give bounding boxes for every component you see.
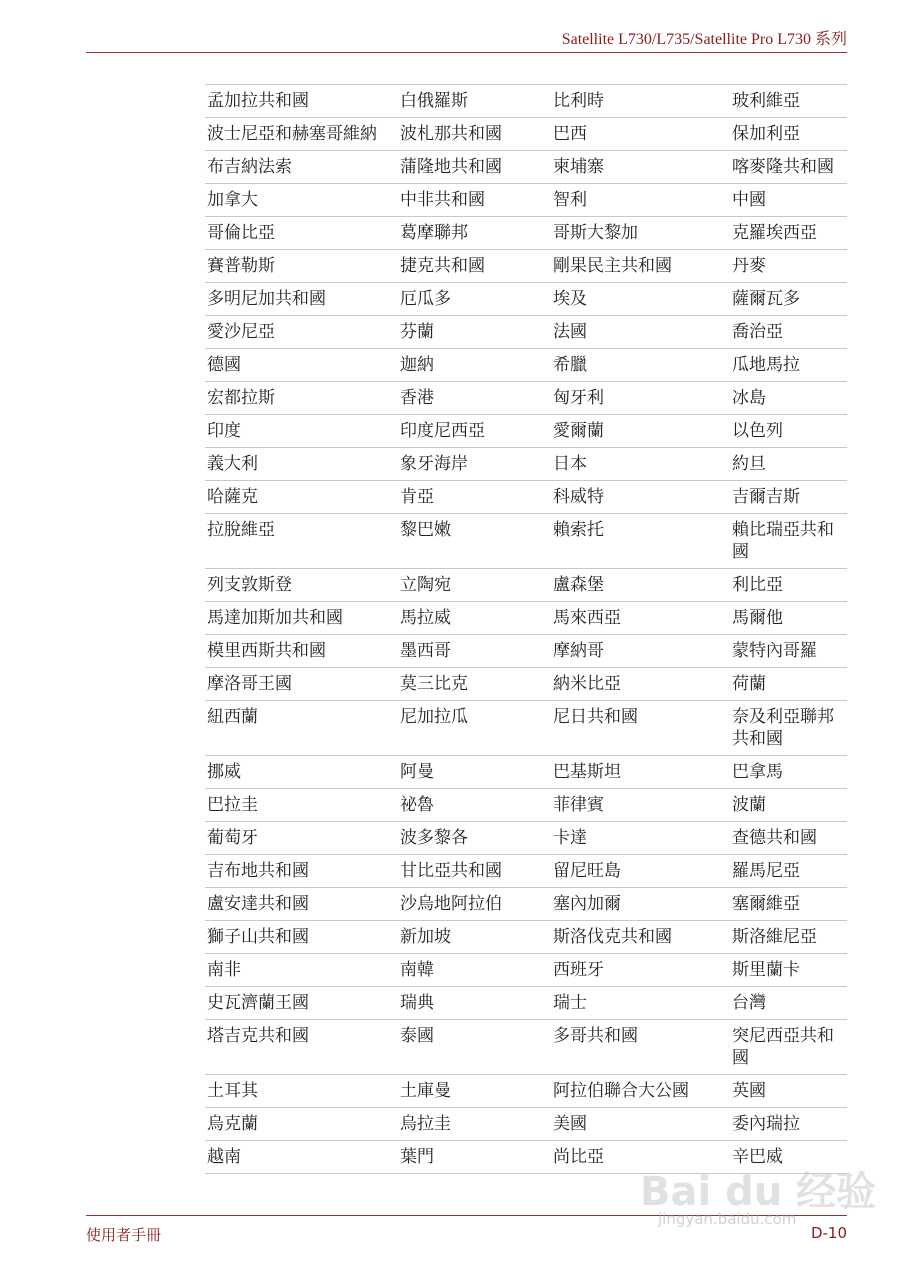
country-cell: 越南 bbox=[205, 1141, 398, 1174]
country-cell: 宏都拉斯 bbox=[205, 382, 398, 415]
country-cell: 瑞士 bbox=[551, 987, 730, 1020]
country-cell: 摩洛哥王國 bbox=[205, 668, 398, 701]
country-cell: 辛巴威 bbox=[730, 1141, 847, 1174]
footer-rule bbox=[86, 1215, 847, 1216]
country-cell: 烏拉圭 bbox=[398, 1108, 551, 1141]
country-cell: 留尼旺島 bbox=[551, 855, 730, 888]
country-cell: 突尼西亞共和國 bbox=[730, 1020, 847, 1075]
table-row bbox=[205, 1108, 847, 1141]
country-cell: 喬治亞 bbox=[730, 316, 847, 349]
country-cell: 美國 bbox=[551, 1108, 730, 1141]
country-cell: 喀麥隆共和國 bbox=[730, 151, 847, 184]
country-cell: 馬達加斯加共和國 bbox=[205, 602, 398, 635]
country-cell: 肯亞 bbox=[398, 481, 551, 514]
country-cell: 柬埔寨 bbox=[551, 151, 730, 184]
table-row bbox=[205, 756, 847, 789]
country-cell: 波多黎各 bbox=[398, 822, 551, 855]
country-cell: 巴西 bbox=[551, 118, 730, 151]
country-cell: 日本 bbox=[551, 448, 730, 481]
country-cell: 香港 bbox=[398, 382, 551, 415]
country-cell: 德國 bbox=[205, 349, 398, 382]
country-cell: 葉門 bbox=[398, 1141, 551, 1174]
country-cell: 保加利亞 bbox=[730, 118, 847, 151]
country-cell: 哈薩克 bbox=[205, 481, 398, 514]
country-cell: 卡達 bbox=[551, 822, 730, 855]
country-cell: 愛沙尼亞 bbox=[205, 316, 398, 349]
country-cell: 波士尼亞和赫塞哥維納 bbox=[205, 118, 398, 151]
table-row bbox=[205, 822, 847, 855]
table-row bbox=[205, 1020, 847, 1075]
table-row bbox=[205, 118, 847, 151]
country-cell: 立陶宛 bbox=[398, 569, 551, 602]
table-row bbox=[205, 151, 847, 184]
country-table bbox=[205, 84, 847, 1174]
country-cell: 中非共和國 bbox=[398, 184, 551, 217]
table-row bbox=[205, 635, 847, 668]
country-cell: 波札那共和國 bbox=[398, 118, 551, 151]
table-row bbox=[205, 415, 847, 448]
country-cell: 智利 bbox=[551, 184, 730, 217]
country-cell: 盧森堡 bbox=[551, 569, 730, 602]
country-cell: 冰島 bbox=[730, 382, 847, 415]
table-row bbox=[205, 987, 847, 1020]
country-cell: 台灣 bbox=[730, 987, 847, 1020]
country-cell: 中國 bbox=[730, 184, 847, 217]
country-cell: 甘比亞共和國 bbox=[398, 855, 551, 888]
watermark-logo-text: Bai du 经验 bbox=[640, 1169, 877, 1215]
country-cell: 瓜地馬拉 bbox=[730, 349, 847, 382]
table-row bbox=[205, 668, 847, 701]
footer-page-number: D-10 bbox=[810, 1224, 847, 1242]
country-cell: 拉脫維亞 bbox=[205, 514, 398, 569]
footer-manual-label: 使用者手冊 bbox=[86, 1226, 162, 1244]
country-cell: 瑞典 bbox=[398, 987, 551, 1020]
country-cell: 奈及利亞聯邦共和國 bbox=[730, 701, 847, 756]
country-cell: 孟加拉共和國 bbox=[205, 85, 398, 118]
country-cell: 土庫曼 bbox=[398, 1075, 551, 1108]
country-cell: 委內瑞拉 bbox=[730, 1108, 847, 1141]
table-row bbox=[205, 1075, 847, 1108]
country-cell: 以色列 bbox=[730, 415, 847, 448]
country-cell: 莫三比克 bbox=[398, 668, 551, 701]
country-cell: 吉布地共和國 bbox=[205, 855, 398, 888]
table-row bbox=[205, 855, 847, 888]
table-row bbox=[205, 217, 847, 250]
country-cell: 菲律賓 bbox=[551, 789, 730, 822]
country-cell: 白俄羅斯 bbox=[398, 85, 551, 118]
country-cell: 克羅埃西亞 bbox=[730, 217, 847, 250]
country-cell: 馬拉威 bbox=[398, 602, 551, 635]
country-cell: 巴拉圭 bbox=[205, 789, 398, 822]
country-cell: 賴索托 bbox=[551, 514, 730, 569]
country-cell: 蒲隆地共和國 bbox=[398, 151, 551, 184]
country-table-container bbox=[205, 84, 847, 1174]
country-cell: 約旦 bbox=[730, 448, 847, 481]
country-cell: 塞爾維亞 bbox=[730, 888, 847, 921]
table-row bbox=[205, 569, 847, 602]
country-cell: 希臘 bbox=[551, 349, 730, 382]
country-cell: 法國 bbox=[551, 316, 730, 349]
country-cell: 埃及 bbox=[551, 283, 730, 316]
country-cell: 哥斯大黎加 bbox=[551, 217, 730, 250]
country-cell: 塞內加爾 bbox=[551, 888, 730, 921]
country-cell: 賽普勒斯 bbox=[205, 250, 398, 283]
country-cell: 獅子山共和國 bbox=[205, 921, 398, 954]
country-cell: 阿曼 bbox=[398, 756, 551, 789]
table-row bbox=[205, 1141, 847, 1174]
country-cell: 斯里蘭卡 bbox=[730, 954, 847, 987]
table-row bbox=[205, 954, 847, 987]
table-row bbox=[205, 481, 847, 514]
country-cell: 斯洛維尼亞 bbox=[730, 921, 847, 954]
table-row bbox=[205, 888, 847, 921]
country-cell: 丹麥 bbox=[730, 250, 847, 283]
country-cell: 蒙特內哥羅 bbox=[730, 635, 847, 668]
country-cell: 賴比瑞亞共和國 bbox=[730, 514, 847, 569]
table-row bbox=[205, 349, 847, 382]
table-row bbox=[205, 316, 847, 349]
country-cell: 英國 bbox=[730, 1075, 847, 1108]
watermark-url: jingyan.baidu.com bbox=[658, 1210, 797, 1228]
country-cell: 布吉納法索 bbox=[205, 151, 398, 184]
country-cell: 烏克蘭 bbox=[205, 1108, 398, 1141]
country-cell: 黎巴嫩 bbox=[398, 514, 551, 569]
country-cell: 挪威 bbox=[205, 756, 398, 789]
country-cell: 哥倫比亞 bbox=[205, 217, 398, 250]
country-cell: 利比亞 bbox=[730, 569, 847, 602]
country-cell: 列支敦斯登 bbox=[205, 569, 398, 602]
table-row bbox=[205, 921, 847, 954]
table-row bbox=[205, 514, 847, 569]
country-cell: 科威特 bbox=[551, 481, 730, 514]
country-cell: 玻利維亞 bbox=[730, 85, 847, 118]
country-cell: 新加坡 bbox=[398, 921, 551, 954]
country-cell: 巴拿馬 bbox=[730, 756, 847, 789]
country-cell: 尚比亞 bbox=[551, 1141, 730, 1174]
country-cell: 塔吉克共和國 bbox=[205, 1020, 398, 1075]
country-cell: 羅馬尼亞 bbox=[730, 855, 847, 888]
table-row bbox=[205, 283, 847, 316]
country-cell: 迦納 bbox=[398, 349, 551, 382]
country-cell: 馬爾他 bbox=[730, 602, 847, 635]
country-cell: 墨西哥 bbox=[398, 635, 551, 668]
country-cell: 史瓦濟蘭王國 bbox=[205, 987, 398, 1020]
country-cell: 芬蘭 bbox=[398, 316, 551, 349]
country-cell: 剛果民主共和國 bbox=[551, 250, 730, 283]
country-cell: 葛摩聯邦 bbox=[398, 217, 551, 250]
country-cell: 紐西蘭 bbox=[205, 701, 398, 756]
country-cell: 查德共和國 bbox=[730, 822, 847, 855]
country-cell: 波蘭 bbox=[730, 789, 847, 822]
country-cell: 捷克共和國 bbox=[398, 250, 551, 283]
country-cell: 義大利 bbox=[205, 448, 398, 481]
table-row bbox=[205, 184, 847, 217]
header-rule bbox=[86, 52, 847, 53]
country-cell: 象牙海岸 bbox=[398, 448, 551, 481]
country-table-body bbox=[205, 85, 847, 1174]
country-cell: 尼日共和國 bbox=[551, 701, 730, 756]
country-cell: 摩納哥 bbox=[551, 635, 730, 668]
country-cell: 泰國 bbox=[398, 1020, 551, 1075]
table-row bbox=[205, 602, 847, 635]
table-row bbox=[205, 789, 847, 822]
country-cell: 尼加拉瓜 bbox=[398, 701, 551, 756]
country-cell: 多哥共和國 bbox=[551, 1020, 730, 1075]
country-cell: 印度 bbox=[205, 415, 398, 448]
country-cell: 模里西斯共和國 bbox=[205, 635, 398, 668]
country-cell: 沙烏地阿拉伯 bbox=[398, 888, 551, 921]
country-cell: 荷蘭 bbox=[730, 668, 847, 701]
table-row bbox=[205, 382, 847, 415]
country-cell: 盧安達共和國 bbox=[205, 888, 398, 921]
country-cell: 巴基斯坦 bbox=[551, 756, 730, 789]
country-cell: 阿拉伯聯合大公國 bbox=[551, 1075, 730, 1108]
country-cell: 南韓 bbox=[398, 954, 551, 987]
country-cell: 薩爾瓦多 bbox=[730, 283, 847, 316]
table-row bbox=[205, 250, 847, 283]
page-header-title: Satellite L730/L735/Satellite Pro L730 系列 bbox=[561, 31, 847, 48]
country-cell: 納米比亞 bbox=[551, 668, 730, 701]
table-row bbox=[205, 448, 847, 481]
country-cell: 西班牙 bbox=[551, 954, 730, 987]
country-cell: 愛爾蘭 bbox=[551, 415, 730, 448]
country-cell: 多明尼加共和國 bbox=[205, 283, 398, 316]
country-cell: 加拿大 bbox=[205, 184, 398, 217]
country-cell: 比利時 bbox=[551, 85, 730, 118]
country-cell: 吉爾吉斯 bbox=[730, 481, 847, 514]
country-cell: 斯洛伐克共和國 bbox=[551, 921, 730, 954]
country-cell: 馬來西亞 bbox=[551, 602, 730, 635]
country-cell: 南非 bbox=[205, 954, 398, 987]
table-row bbox=[205, 701, 847, 756]
country-cell: 厄瓜多 bbox=[398, 283, 551, 316]
table-row bbox=[205, 85, 847, 118]
country-cell: 匈牙利 bbox=[551, 382, 730, 415]
country-cell: 葡萄牙 bbox=[205, 822, 398, 855]
country-cell: 祕魯 bbox=[398, 789, 551, 822]
country-cell: 土耳其 bbox=[205, 1075, 398, 1108]
country-cell: 印度尼西亞 bbox=[398, 415, 551, 448]
